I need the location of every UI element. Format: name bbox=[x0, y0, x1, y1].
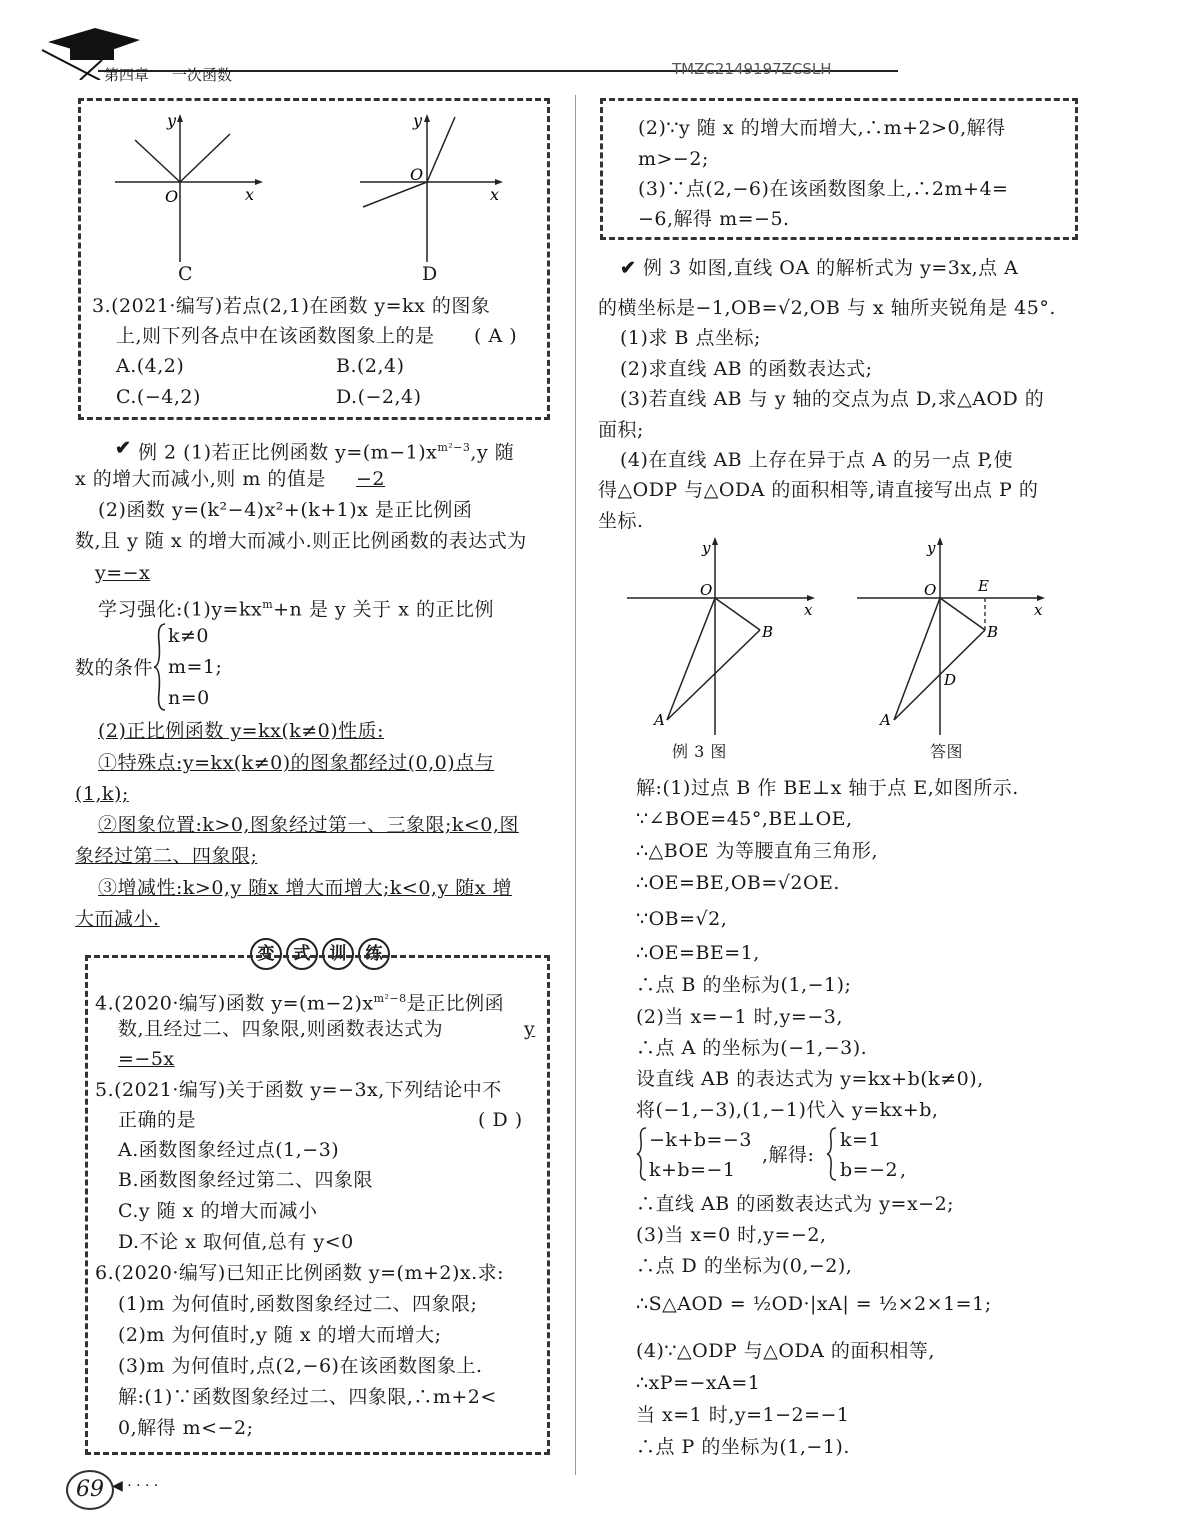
arrow-icon: ◀ · · · · bbox=[112, 1478, 159, 1494]
ex3-q3a: (3)若直线 AB 与 y 轴的交点为点 D,求△AOD 的 bbox=[620, 388, 1045, 410]
system-eq2: k+b=−1 bbox=[649, 1159, 736, 1181]
brace-icon bbox=[153, 622, 167, 712]
banner-char: 变 bbox=[250, 938, 282, 970]
ex3-q4c: 坐标. bbox=[598, 510, 644, 532]
property-3b: 大而减小. bbox=[75, 908, 160, 930]
q3-option-d: D.(−2,4) bbox=[336, 386, 422, 408]
cont-line3: (3)∵点(2,−6)在该函数图象上,∴2m+4= bbox=[638, 178, 1009, 200]
answer-figure-caption: 答图 bbox=[930, 742, 964, 761]
ex3-q2: (2)求直线 AB 的函数表达式; bbox=[620, 358, 873, 380]
property-3a: ③增减性:k>0,y 随x 增大而增大;k<0,y 随x 增 bbox=[98, 877, 512, 899]
graph-d-label: D bbox=[422, 263, 438, 285]
solution-line: ∴点 P 的坐标为(1,−1). bbox=[636, 1436, 850, 1458]
system-end: , bbox=[900, 1159, 907, 1181]
y-axis-label: y bbox=[167, 112, 177, 130]
solution-line: ∴直线 AB 的函数表达式为 y=x−2; bbox=[636, 1193, 955, 1215]
system-eq1: −k+b=−3 bbox=[649, 1129, 752, 1151]
point-a-label: A bbox=[654, 711, 665, 729]
solution-line: ∴xP=−xA=1 bbox=[636, 1372, 761, 1394]
ex3-figure bbox=[622, 535, 822, 745]
q6-line1: 6.(2020·编写)已知正比例函数 y=(m+2)x.求: bbox=[95, 1262, 505, 1284]
ex2-answer-1: −2 bbox=[356, 468, 386, 490]
ex3-line2: 的横坐标是−1,OB=√2,OB 与 x 轴所夹锐角是 45°. bbox=[598, 297, 1056, 319]
brace-icon bbox=[826, 1126, 838, 1182]
brace-icon bbox=[636, 1126, 648, 1182]
banner-char: 练 bbox=[358, 938, 390, 970]
q5-option-a: A.函数图象经过点(1,−3) bbox=[118, 1139, 340, 1161]
point-d-label: D bbox=[944, 671, 957, 689]
q4-answer-part1: y bbox=[524, 1018, 536, 1040]
solution-line: (2)当 x=−1 时,y=−3, bbox=[636, 1006, 843, 1028]
q5-option-c: C.y 随 x 的增大而减小 bbox=[118, 1200, 318, 1222]
graph-c bbox=[105, 112, 275, 264]
property-1a: ①特殊点:y=kx(k≠0)的图象都经过(0,0)点与 bbox=[98, 752, 495, 774]
property-title: (2)正比例函数 y=kx(k≠0)性质: bbox=[98, 720, 385, 742]
cont-line2: m>−2; bbox=[638, 148, 709, 170]
ex2-line1: 例 2 (1)若正比例函数 $y=(m-1)x^{m^2-3},y$ 随 bbox=[138, 441, 515, 464]
q5-line1: 5.(2021·编写)关于函数 y=−3x,下列结论中不 bbox=[95, 1079, 502, 1101]
solution-line: ∴点 B 的坐标为(1,−1); bbox=[636, 974, 852, 996]
system-r1: k=1 bbox=[840, 1129, 882, 1151]
solution-line: 设直线 AB 的表达式为 y=kx+b(k≠0), bbox=[636, 1068, 984, 1090]
study-cond-1: k≠0 bbox=[168, 625, 210, 647]
origin-label: O bbox=[924, 581, 937, 599]
solution-line: ∴OE=BE,OB=√2OE. bbox=[636, 872, 840, 894]
q6-sub2: (2)m 为何值时,y 随 x 的增大而增大; bbox=[118, 1324, 442, 1346]
x-axis-label: x bbox=[245, 185, 255, 204]
graph-d bbox=[355, 112, 515, 264]
ex3-q4b: 得△ODP 与△ODA 的面积相等,请直接写出点 P 的 bbox=[598, 479, 1039, 501]
ex2-answer-2: y=−x bbox=[95, 562, 151, 584]
system-mid: ,解得: bbox=[762, 1144, 815, 1166]
q6-solution-2: 0,解得 m<−2; bbox=[118, 1417, 254, 1439]
page-number: 69 bbox=[76, 1477, 104, 1502]
q5-answer: ( D ) bbox=[478, 1109, 523, 1131]
solution-line: ∴点 A 的坐标为(−1,−3). bbox=[636, 1037, 868, 1059]
cont-line1: (2)∵y 随 x 的增大而增大,∴m+2>0,解得 bbox=[638, 117, 1006, 139]
chapter-label: 第四章 bbox=[104, 66, 150, 84]
column-divider bbox=[575, 95, 576, 1475]
property-2b: 象经过第二、四象限; bbox=[75, 845, 258, 867]
q3-option-c: C.(−4,2) bbox=[116, 386, 201, 408]
solution-line: (4)∵△ODP 与△ODA 的面积相等, bbox=[636, 1340, 935, 1362]
y-axis-label: y bbox=[927, 539, 936, 557]
check-icon: ✔ bbox=[115, 437, 132, 459]
origin-label: O bbox=[410, 165, 424, 184]
banner-char: 训 bbox=[322, 938, 354, 970]
solution-line: ∴S△AOD = ½OD·|xA| = ½×2×1=1; bbox=[636, 1293, 992, 1315]
point-b-label: B bbox=[762, 623, 774, 641]
ex2-line4: 数,且 y 随 x 的增大而减小.则正比例函数的表达式为 bbox=[75, 530, 527, 552]
q4-answer-part2: =−5x bbox=[118, 1048, 175, 1070]
x-axis-label: x bbox=[804, 601, 813, 619]
q5-option-b: B.函数图象经过第二、四象限 bbox=[118, 1169, 374, 1191]
solution-line: ∵∠BOE=45°,BE⊥OE, bbox=[636, 808, 853, 830]
q6-solution-1: 解:(1)∵函数图象经过二、四象限,∴m+2< bbox=[118, 1386, 497, 1408]
q6-sub1: (1)m 为何值时,函数图象经过二、四象限; bbox=[118, 1293, 478, 1315]
solution-line: ∴△BOE 为等腰直角三角形, bbox=[636, 840, 879, 862]
point-b-label: B bbox=[987, 623, 999, 641]
q3-line2: 上,则下列各点中在该函数图象上的是 bbox=[116, 325, 435, 347]
study-cond-2: m=1; bbox=[168, 656, 223, 678]
solution-line: 将(−1,−3),(1,−1)代入 y=kx+b, bbox=[636, 1099, 939, 1121]
solution-line: ∴OE=BE=1, bbox=[636, 942, 760, 964]
study-cond-prefix: 数的条件 bbox=[75, 657, 154, 679]
ex2-line2: x 的增大而减小,则 m 的值是 bbox=[75, 468, 326, 490]
ex3-q4a: (4)在直线 AB 上存在异于点 A 的另一点 P,使 bbox=[620, 449, 1013, 471]
book-code: TMZC2149197ZCSLH bbox=[672, 60, 832, 78]
property-2a: ②图象位置:k>0,图象经过第一、三象限;k<0,图 bbox=[98, 814, 519, 836]
q5-option-d: D.不论 x 取何值,总有 y<0 bbox=[118, 1231, 354, 1253]
cont-line4: −6,解得 m=−5. bbox=[638, 208, 790, 230]
q3-option-a: A.(4,2) bbox=[116, 355, 185, 377]
q5-line2: 正确的是 bbox=[118, 1109, 197, 1131]
ex2-line3: (2)函数 y=(k²−4)x²+(k+1)x 是正比例函 bbox=[98, 499, 473, 521]
q6-sub3: (3)m 为何值时,点(2,−6)在该函数图象上. bbox=[118, 1355, 483, 1377]
point-a-label: A bbox=[880, 711, 891, 729]
study-line1: 学习强化$:(1)y=kx^m+n$ 是 y 关于 x 的正比例 bbox=[98, 598, 494, 621]
q4-line1: 4.(2020·编写)函数 $y=(m-2)x^{m^2-8}$是正比例函 bbox=[95, 992, 505, 1015]
solution-line: 解:(1)过点 B 作 BE⊥x 轴于点 E,如图所示. bbox=[636, 777, 1019, 799]
q3-answer: ( A ) bbox=[474, 325, 518, 347]
origin-label: O bbox=[700, 581, 713, 599]
banner-char: 式 bbox=[286, 938, 318, 970]
x-axis-label: x bbox=[490, 185, 500, 204]
solution-line: (3)当 x=0 时,y=−2, bbox=[636, 1224, 827, 1246]
y-axis-label: y bbox=[413, 112, 423, 130]
q3-option-b: B.(2,4) bbox=[336, 355, 405, 377]
property-1b: (1,k); bbox=[75, 783, 129, 805]
point-e-label: E bbox=[978, 577, 989, 595]
page-number-badge bbox=[66, 1470, 114, 1510]
ex3-line1: 例 3 如图,直线 OA 的解析式为 y=3x,点 A bbox=[643, 257, 1019, 279]
chapter-title: 一次函数 bbox=[172, 66, 233, 84]
x-axis-label: x bbox=[1034, 601, 1043, 619]
q4-line2: 数,且经过二、四象限,则函数表达式为 bbox=[118, 1018, 444, 1040]
ex3-figure-caption: 例 3 图 bbox=[672, 742, 727, 761]
origin-label: O bbox=[165, 187, 179, 206]
solution-line: 当 x=1 时,y=1−2=−1 bbox=[636, 1404, 850, 1426]
y-axis-label: y bbox=[702, 539, 711, 557]
solution-line: ∵OB=√2, bbox=[636, 908, 728, 930]
graph-c-label: C bbox=[178, 263, 194, 285]
header-bar bbox=[40, 20, 1150, 82]
ex3-q1: (1)求 B 点坐标; bbox=[620, 327, 761, 349]
q3-line1: 3.(2021·编写)若点(2,1)在函数 y=kx 的图象 bbox=[92, 295, 491, 317]
system-r2: b=−2 bbox=[840, 1159, 899, 1181]
check-icon: ✔ bbox=[620, 257, 637, 279]
answer-figure bbox=[852, 535, 1052, 745]
solution-line: ∴点 D 的坐标为(0,−2), bbox=[636, 1255, 853, 1277]
study-cond-3: n=0 bbox=[168, 687, 210, 709]
ex3-q3b: 面积; bbox=[598, 419, 644, 441]
